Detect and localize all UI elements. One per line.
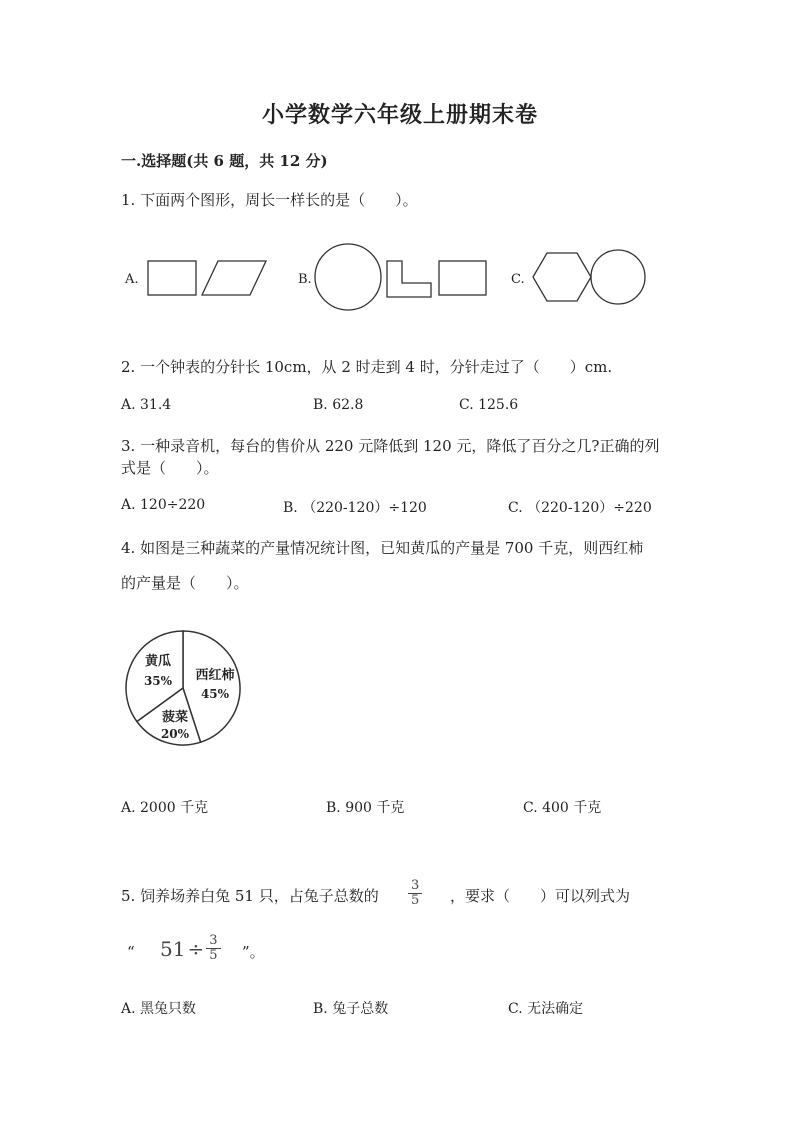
q5-expression [160, 934, 221, 963]
q1-option-c-label: C. [511, 272, 525, 287]
q4-option-b[interactable]: B. 900 千克 [326, 800, 405, 816]
question-3-line-1: 3. 一种录音机，每台的售价从 220 元降低到 120 元，降低了百分之几?正确的列 [121, 437, 660, 455]
question-1-text: 1. 下面两个图形，周长一样长的是（ ）。 [121, 191, 418, 209]
q1-c-circle [591, 250, 645, 304]
q3-option-a[interactable]: A. 120÷220 [121, 497, 206, 513]
question-4-line-2: 的产量是（ ）。 [121, 574, 249, 592]
q5-expression-denominator: 5 [209, 948, 218, 963]
q1-option-a-label: A. [125, 272, 139, 287]
q4-option-c[interactable]: C. 400 千克 [523, 800, 602, 816]
q1-a-rectangle [148, 261, 196, 295]
question-5-text-before: 5. 饲养场养白兔 51 只，占兔子总数的 [121, 887, 379, 905]
q1-b-circle [315, 244, 381, 310]
question-5-text-after: ，要求（ ）可以列式为 [450, 887, 631, 905]
q5-quote-close: ”。 [242, 943, 265, 961]
q5-quote-open: “ [127, 943, 135, 961]
q1-shapes-figure [140, 240, 660, 320]
pie-label-cucumber-percent: 35% [143, 674, 173, 688]
question-3-line-2: 式是（ ）。 [121, 459, 219, 477]
q1-b-l-shape [387, 261, 431, 297]
q5-expression-integer: 51 [160, 936, 186, 961]
q5-fraction [408, 879, 422, 908]
q5-expression-numerator: 3 [206, 934, 220, 949]
q5-option-c[interactable]: C. 无法确定 [508, 1001, 584, 1017]
pie-label-cucumber-name: 黄瓜 [144, 654, 172, 669]
q2-option-b[interactable]: B. 62.8 [313, 397, 364, 413]
question-4-line-1: 4. 如图是三种蔬菜的产量情况统计图，已知黄瓜的产量是 700 千克，则西红柿 [121, 539, 644, 557]
pie-label-spinach-percent: 20% [160, 727, 190, 741]
q2-option-c[interactable]: C. 125.6 [459, 397, 519, 413]
q5-expression-operator: ÷ [187, 936, 205, 961]
q5-fraction-denominator: 5 [411, 893, 420, 908]
pie-label-tomato-name: 西红柿 [195, 668, 235, 683]
q1-b-rectangle [439, 261, 486, 295]
page-title: 小学数学六年级上册期末卷 [261, 102, 538, 128]
q1-a-parallelogram [202, 261, 266, 295]
question-2-text: 2. 一个钟表的分针长 10cm，从 2 时走到 4 时，分针走过了（ ）cm. [121, 358, 613, 376]
q1-c-hexagon [533, 253, 591, 301]
q5-option-b[interactable]: B. 兔子总数 [313, 1001, 389, 1017]
q5-fraction-numerator: 3 [408, 879, 422, 894]
q4-pie-chart [118, 625, 258, 755]
q3-option-b[interactable]: B. （220-120）÷120 [283, 500, 427, 516]
pie-label-tomato-percent: 45% [200, 687, 230, 701]
section-heading: 一.选择题(共 6 题，共 12 分) [121, 152, 328, 170]
pie-label-spinach-name: 菠菜 [161, 710, 189, 725]
q3-option-c[interactable]: C. （220-120）÷220 [508, 500, 652, 516]
q4-option-a[interactable]: A. 2000 千克 [121, 800, 209, 816]
q2-option-a[interactable]: A. 31.4 [121, 397, 172, 413]
q5-option-a[interactable]: A. 黑兔只数 [121, 1001, 197, 1017]
q1-option-b-label: B. [298, 272, 312, 287]
